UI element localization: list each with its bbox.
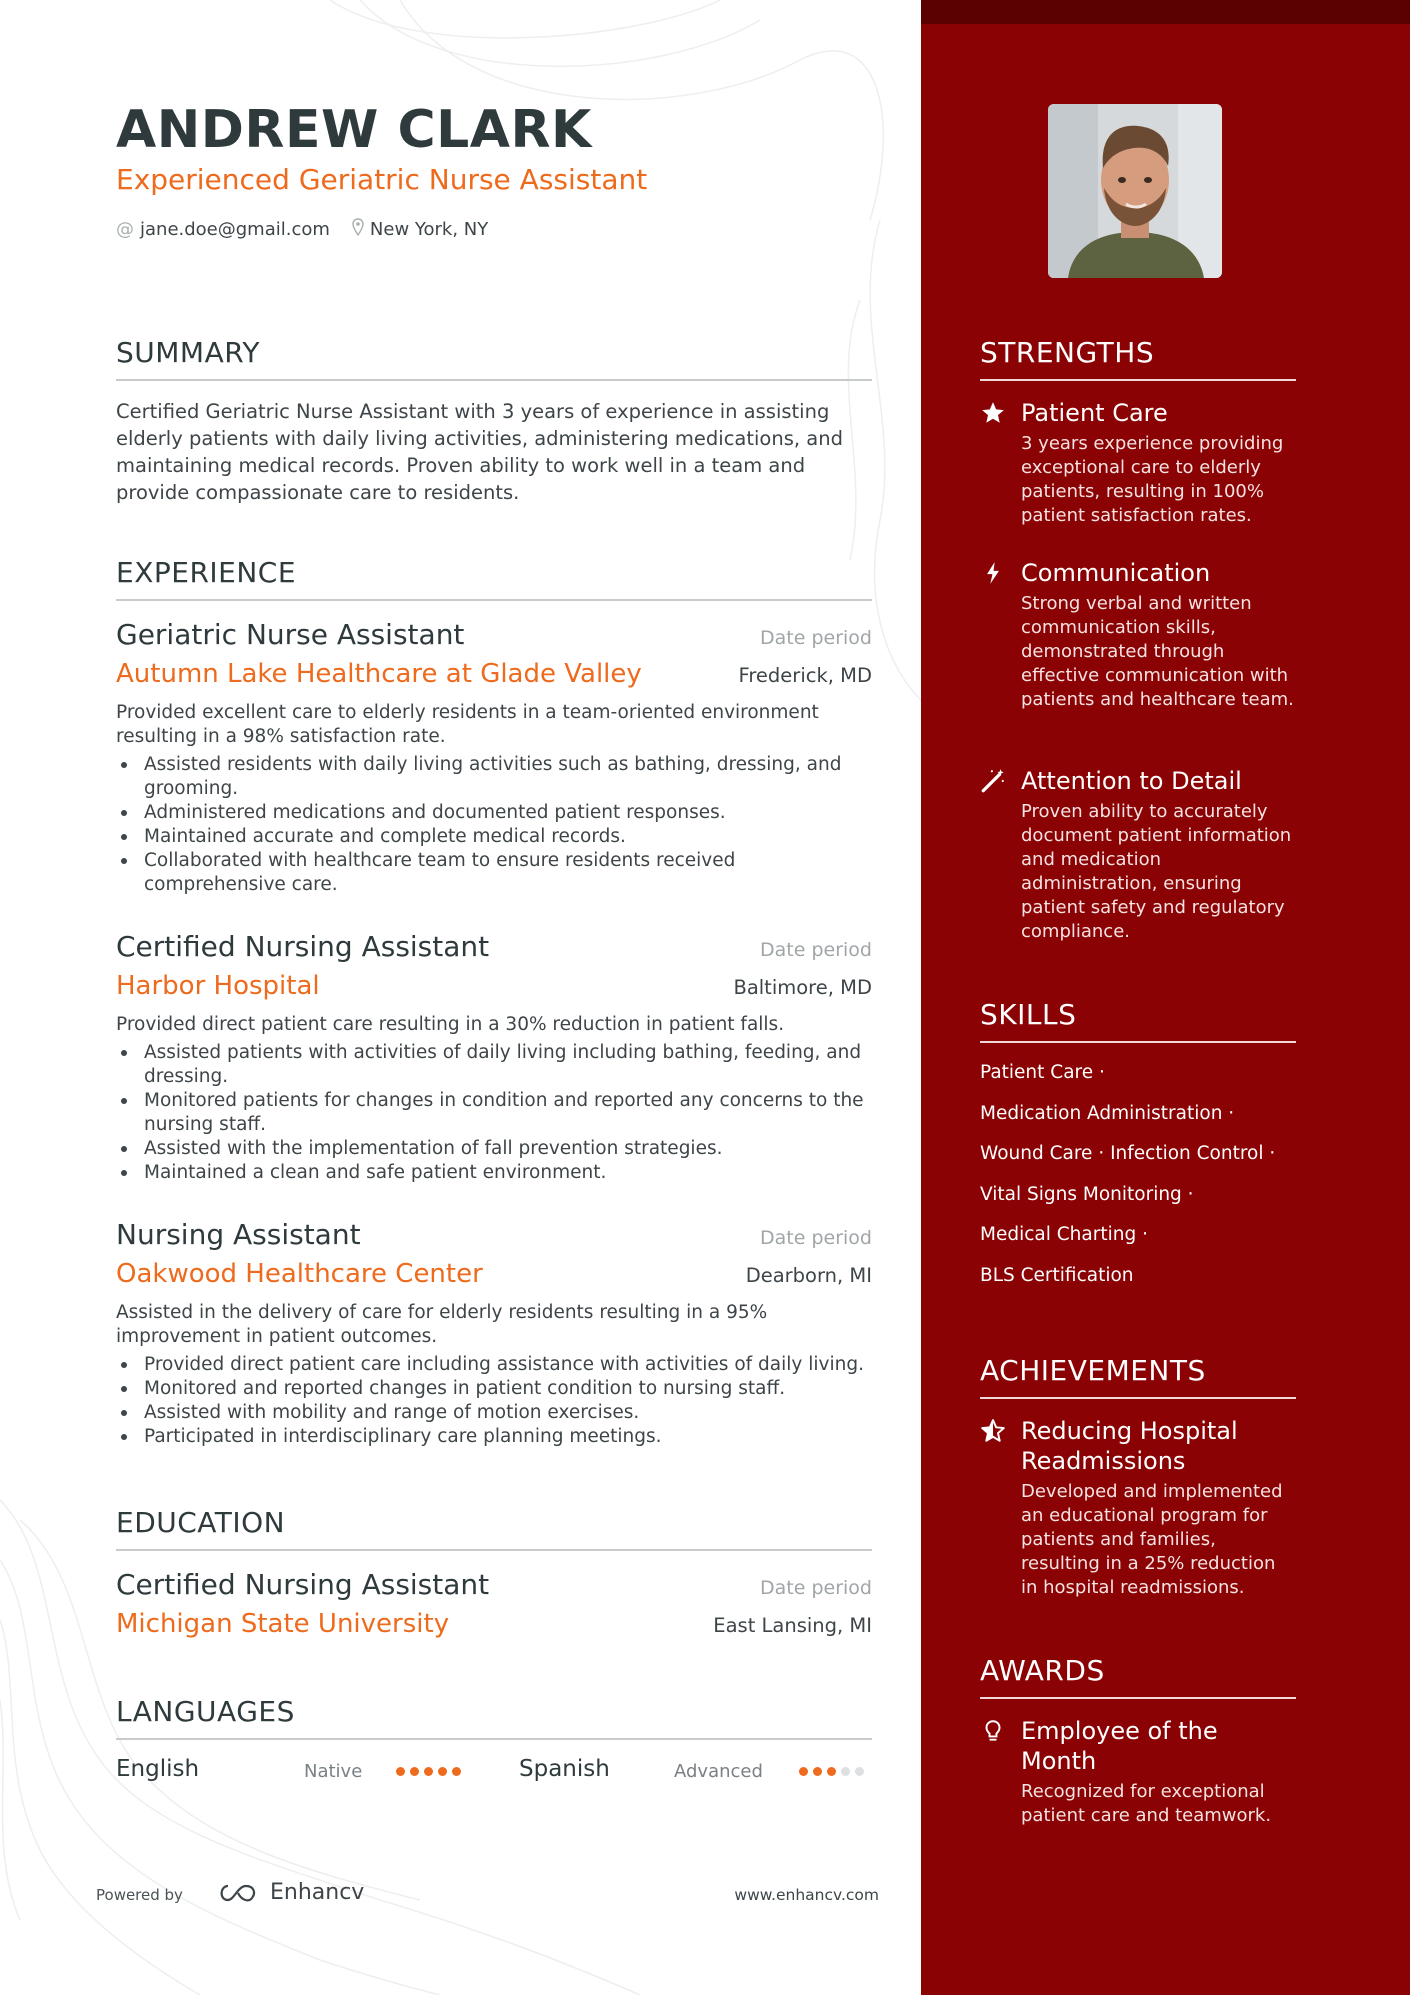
skill-item: Vital Signs Monitoring ·: [980, 1183, 1194, 1205]
contact-location: [352, 218, 488, 241]
job-description: Provided direct patient care resulting in a 30% reduction in patient falls.: [116, 1014, 785, 1035]
achievement-item: [980, 1416, 1296, 1600]
experience-entry: [116, 1218, 872, 1449]
bullet-item: Administered medications and documented patient responses.: [116, 801, 872, 825]
education-entry: [116, 1568, 872, 1639]
job-bullets: [116, 1353, 872, 1449]
degree-title: Certified Nursing Assistant: [116, 1568, 490, 1601]
magic-wand-icon: [980, 768, 1006, 794]
bullet-item: Maintained a clean and safe patient environment.: [116, 1161, 872, 1185]
at-icon: @: [116, 219, 134, 240]
language-name: English: [116, 1756, 200, 1782]
contact-info: [116, 218, 510, 241]
profile-photo-illustration: [1048, 104, 1222, 278]
skill-item: Medication Administration ·: [980, 1102, 1235, 1124]
enhancv-logo-icon: [216, 1882, 262, 1904]
job-bullets: [116, 753, 872, 897]
map-pin-icon: [352, 218, 364, 241]
rating-dot-filled: [827, 1767, 836, 1776]
job-title: Nursing Assistant: [116, 1218, 361, 1251]
bullet-item: Participated in interdisciplinary care planning meetings.: [116, 1425, 872, 1449]
star-icon: [980, 400, 1006, 426]
skill-item: BLS Certification: [980, 1264, 1134, 1286]
email-text: jane.doe@gmail.com: [140, 219, 330, 240]
skill-item: Medical Charting ·: [980, 1224, 1148, 1246]
sidebar: [921, 0, 1410, 1995]
job-description: Provided excellent care to elderly residents in a team-oriented environment resulting in a 98% satisfaction rate.: [116, 702, 819, 747]
language-level: Native: [304, 1761, 363, 1782]
rating-dot-filled: [452, 1767, 461, 1776]
achievement-title: Reducing Hospital Readmissions: [1021, 1417, 1238, 1475]
rating-dot-filled: [813, 1767, 822, 1776]
rating-dot-empty: [855, 1767, 864, 1776]
bullet-item: Maintained accurate and complete medical records.: [116, 825, 872, 849]
rating-dot-filled: [424, 1767, 433, 1776]
strength-description: Strong verbal and written communication skills, demonstrated through effective communication with patients and healthcare team.: [1021, 593, 1294, 710]
location-text: New York, NY: [369, 219, 489, 240]
bullet-item: Assisted residents with daily living activities such as bathing, dressing, and grooming.: [116, 753, 872, 801]
languages-section-title: LANGUAGES: [116, 1695, 872, 1740]
job-date: Date period: [760, 939, 872, 961]
skill-item: Wound Care · Infection Control ·: [980, 1143, 1276, 1165]
brand-name: Enhancv: [270, 1880, 365, 1905]
bullet-item: Monitored and reported changes in patient condition to nursing staff.: [116, 1377, 872, 1401]
profile-photo: [1048, 104, 1222, 278]
job-title: Geriatric Nurse Assistant: [116, 618, 465, 651]
powered-by-label: Powered by: [96, 1886, 183, 1904]
strength-title: Attention to Detail: [1021, 767, 1242, 795]
bullet-item: Assisted with the implementation of fall prevention strategies.: [116, 1137, 872, 1161]
sidebar-top-band: [921, 0, 1410, 24]
job-bullets: [116, 1041, 872, 1185]
candidate-headline: Experienced Geriatric Nurse Assistant: [116, 163, 648, 196]
summary-text: Certified Geriatric Nurse Assistant with 3 years of experience in assisting elderly patients with daily living activities, administering medications, and maintaining medical records. Proven ability to work well in a team and provide compassionate care to residents.: [116, 400, 843, 504]
award-item: [980, 1716, 1296, 1828]
strength-description: Proven ability to accurately document patient information and medication administration, ensuring patient safety and regulatory compliance.: [1021, 801, 1292, 942]
skills-list: [980, 1059, 1296, 1303]
strength-description: 3 years experience providing exceptional care to elderly patients, resulting in 100% patient satisfaction rates.: [1021, 433, 1284, 526]
strength-title: Communication: [1021, 559, 1211, 587]
school-location: East Lansing, MI: [713, 1614, 872, 1637]
strength-title: Patient Care: [1021, 399, 1168, 427]
rating-dot-filled: [396, 1767, 405, 1776]
skill-item: Patient Care ·: [980, 1062, 1105, 1083]
languages-row: [116, 1756, 872, 1786]
job-date: Date period: [760, 627, 872, 649]
rating-dot-filled: [799, 1767, 808, 1776]
job-location: Dearborn, MI: [745, 1264, 872, 1287]
website-link[interactable]: www.enhancv.com: [734, 1886, 879, 1904]
job-company: Harbor Hospital: [116, 971, 320, 1001]
bullet-item: Monitored patients for changes in condition and reported any concerns to the nursing staff.: [116, 1089, 872, 1137]
lightbulb-icon: [980, 1718, 1006, 1744]
job-location: Frederick, MD: [738, 664, 872, 687]
school-name: Michigan State University: [116, 1609, 450, 1639]
job-company: Autumn Lake Healthcare at Glade Valley: [116, 659, 642, 689]
job-description: Assisted in the delivery of care for elderly residents resulting in a 95% improvement in patient outcomes.: [116, 1302, 768, 1347]
achievements-section-title: ACHIEVEMENTS: [980, 1354, 1296, 1399]
candidate-name: ANDREW CLARK: [116, 100, 592, 160]
award-title: Employee of the Month: [1021, 1717, 1218, 1775]
lightning-icon: [980, 560, 1006, 586]
language-name: Spanish: [519, 1756, 610, 1782]
skills-section-title: SKILLS: [980, 998, 1296, 1043]
footer: [96, 1880, 879, 1910]
strength-item: [980, 558, 1296, 712]
summary-section-title: SUMMARY: [116, 336, 872, 381]
rating-dot-filled: [410, 1767, 419, 1776]
rating-dot-empty: [841, 1767, 850, 1776]
experience-entry: [116, 930, 872, 1185]
award-description: Recognized for exceptional patient care and teamwork.: [1021, 1781, 1272, 1826]
language-rating: [396, 1767, 466, 1776]
bullet-item: Assisted with mobility and range of motion exercises.: [116, 1401, 872, 1425]
language-rating: [799, 1767, 869, 1776]
experience-entry: [116, 618, 872, 897]
achievement-description: Developed and implemented an educational program for patients and families, resulting in a 25% reduction in hospital readmissions.: [1021, 1481, 1283, 1598]
bullet-item: Collaborated with healthcare team to ensure residents received comprehensive care.: [116, 849, 872, 897]
enhancv-logo[interactable]: [216, 1880, 364, 1905]
education-date: Date period: [760, 1577, 872, 1599]
experience-section-title: EXPERIENCE: [116, 556, 872, 601]
job-title: Certified Nursing Assistant: [116, 930, 490, 963]
bullet-item: Provided direct patient care including assistance with activities of daily living.: [116, 1353, 872, 1377]
star-half-icon: [980, 1418, 1006, 1444]
rating-dot-filled: [438, 1767, 447, 1776]
job-location: Baltimore, MD: [733, 976, 872, 999]
strengths-section-title: STRENGTHS: [980, 336, 1296, 381]
awards-section-title: AWARDS: [980, 1654, 1296, 1699]
job-date: Date period: [760, 1227, 872, 1249]
strength-item: [980, 766, 1296, 944]
job-company: Oakwood Healthcare Center: [116, 1259, 483, 1289]
contact-email[interactable]: [116, 219, 330, 240]
education-section-title: EDUCATION: [116, 1506, 872, 1551]
language-level: Advanced: [674, 1761, 763, 1782]
strength-item: [980, 398, 1296, 528]
bullet-item: Assisted patients with activities of daily living including bathing, feeding, and dressing.: [116, 1041, 872, 1089]
